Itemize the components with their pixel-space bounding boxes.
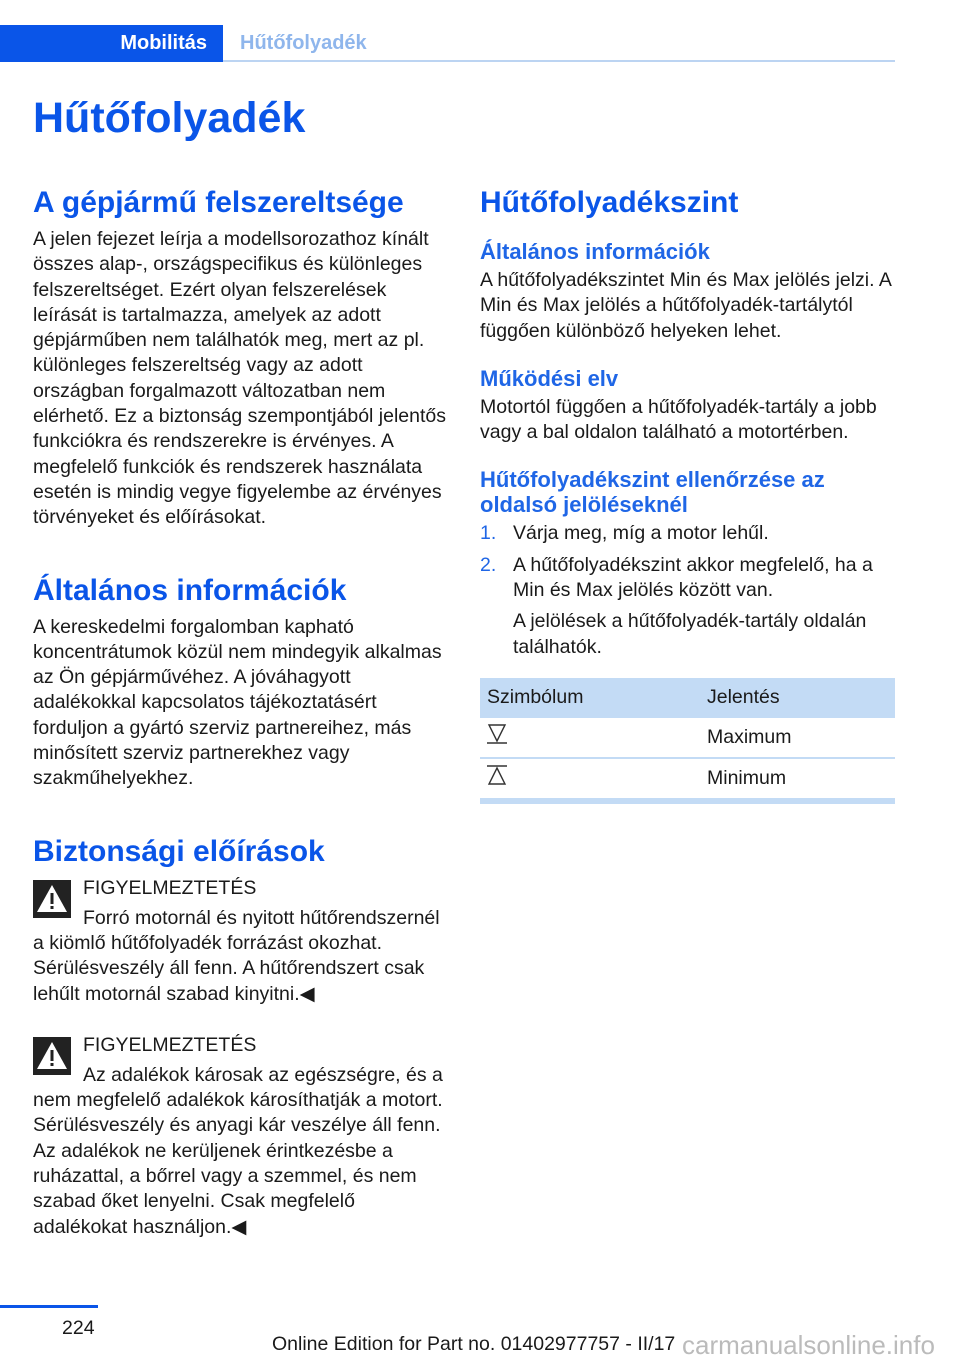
warning-label: FIGYELMEZTETÉS xyxy=(83,1033,257,1056)
list-item xyxy=(480,553,895,604)
check-note: A jelölések a hűtőfolyadék-tartály oldalán találhatók. xyxy=(513,610,867,658)
page-number: 224 xyxy=(62,1317,95,1339)
left-column xyxy=(33,185,451,1240)
list-item xyxy=(480,521,895,546)
step-number: 2. xyxy=(480,553,497,576)
step-number: 1. xyxy=(480,522,497,545)
coolant-level-heading: Hűtőfolyadékszint xyxy=(480,186,739,219)
header-symbol: Szimbólum xyxy=(480,678,700,718)
warning-label: FIGYELMEZTETÉS xyxy=(83,876,257,899)
meaning-cell: Minimum xyxy=(700,758,895,801)
equipment-heading: A gépjármű felszereltsége xyxy=(33,186,404,219)
warning-icon xyxy=(33,1037,71,1075)
chapter-tab[interactable]: Mobilitás xyxy=(0,25,223,62)
principle-text: Motortól függően a hűtőfolyadék-tartály a jobb vagy a bal oldalon található a motortérben. xyxy=(480,395,877,444)
warning-text: Az adalékok károsak az egészségre, és a nem megfelelő adalékok károsíthatják a motort. Sérülésveszély és anyagi kár veszélye áll fenn. Az adalékok ne kerüljenek érintkezésbe a ruházattal, a bőrrel vagy a szemmel, és nem szabad őket lenyelni. Csak megfelelő adalékokat használjon.◀ xyxy=(33,1063,443,1238)
right-general-heading: Általános információk xyxy=(480,239,710,264)
general-heading: Általános információk xyxy=(33,573,347,607)
min-mark-icon xyxy=(487,764,507,786)
symbol-table xyxy=(480,678,895,804)
step-text: Várja meg, míg a motor lehűl. xyxy=(513,522,769,545)
step-text: A hűtőfolyadékszint akkor megfelelő, ha a Min és Max jelölés között van. xyxy=(513,553,873,602)
warning-icon xyxy=(33,880,71,918)
table-row xyxy=(480,718,895,758)
warning-1 xyxy=(33,876,451,1007)
footer-divider xyxy=(0,1305,98,1308)
table-header xyxy=(480,678,895,718)
table-row xyxy=(480,758,895,801)
right-general-text: A hűtőfolyadékszintet Min és Max jelölés jelzi. A Min és Max jelölés a hűtőfolyadék-tartálytól függően különböző helyeken lehet. xyxy=(480,269,891,342)
edition-text: Online Edition for Part no. 01402977757 - II/17 xyxy=(272,1333,676,1355)
page-title: Hűtőfolyadék xyxy=(33,94,306,142)
check-steps xyxy=(480,521,895,603)
meaning-cell: Maximum xyxy=(700,718,895,758)
header-divider xyxy=(223,60,895,62)
check-heading: Hűtőfolyadékszint ellenőrzése az oldalsó jelöléseknél xyxy=(480,467,825,518)
safety-heading: Biztonsági előírások xyxy=(33,834,325,868)
header-meaning: Jelentés xyxy=(700,678,895,718)
warning-text: Forró motornál és nyitott hűtőrendszernél a kiömlő hűtőfolyadék forrázást okozhat. Sérülésveszély áll fenn. A hűtőrendszert csak lehűlt motornál szabad kinyitni.◀ xyxy=(33,906,440,1005)
principle-heading: Működési elv xyxy=(480,365,619,391)
max-mark-icon xyxy=(487,723,507,745)
equipment-text: A jelen fejezet leírja a modellsorozathoz kínált összes alap-, országspecifikus és különleges felszereltséget. Ezért olyan felszerelések leírását is tartalmazza, amelyek az adott gépjárműben nem találhatók meg, mert az pl. különleges felszereltség vagy az adott országban forgalmazott változatban nem elérhető. Ez a biztonság szempontjából jelentős funkciókra és rendszerekre is érvényes. A megfelelő funkciók és rendszerek használata esetén is mindig vegye figyelembe az érvényes törvényeket és előírásokat. xyxy=(33,228,447,529)
right-column xyxy=(480,185,895,804)
watermark: carmanualsonline.info xyxy=(682,1330,935,1360)
warning-2 xyxy=(33,1033,451,1240)
section-tab[interactable]: Hűtőfolyadék xyxy=(240,32,367,54)
general-text: A kereskedelmi forgalomban kapható koncentrátumok közül nem mindegyik alkalmas az Ön gépjárművéhez. A jóváhagyott adalékokkal kapcsolatos tájékoztatásért forduljon a gyártó szerviz partnereihez, más minősített szerviz partnerekhez vagy szakműhelyekhez. xyxy=(33,615,442,790)
